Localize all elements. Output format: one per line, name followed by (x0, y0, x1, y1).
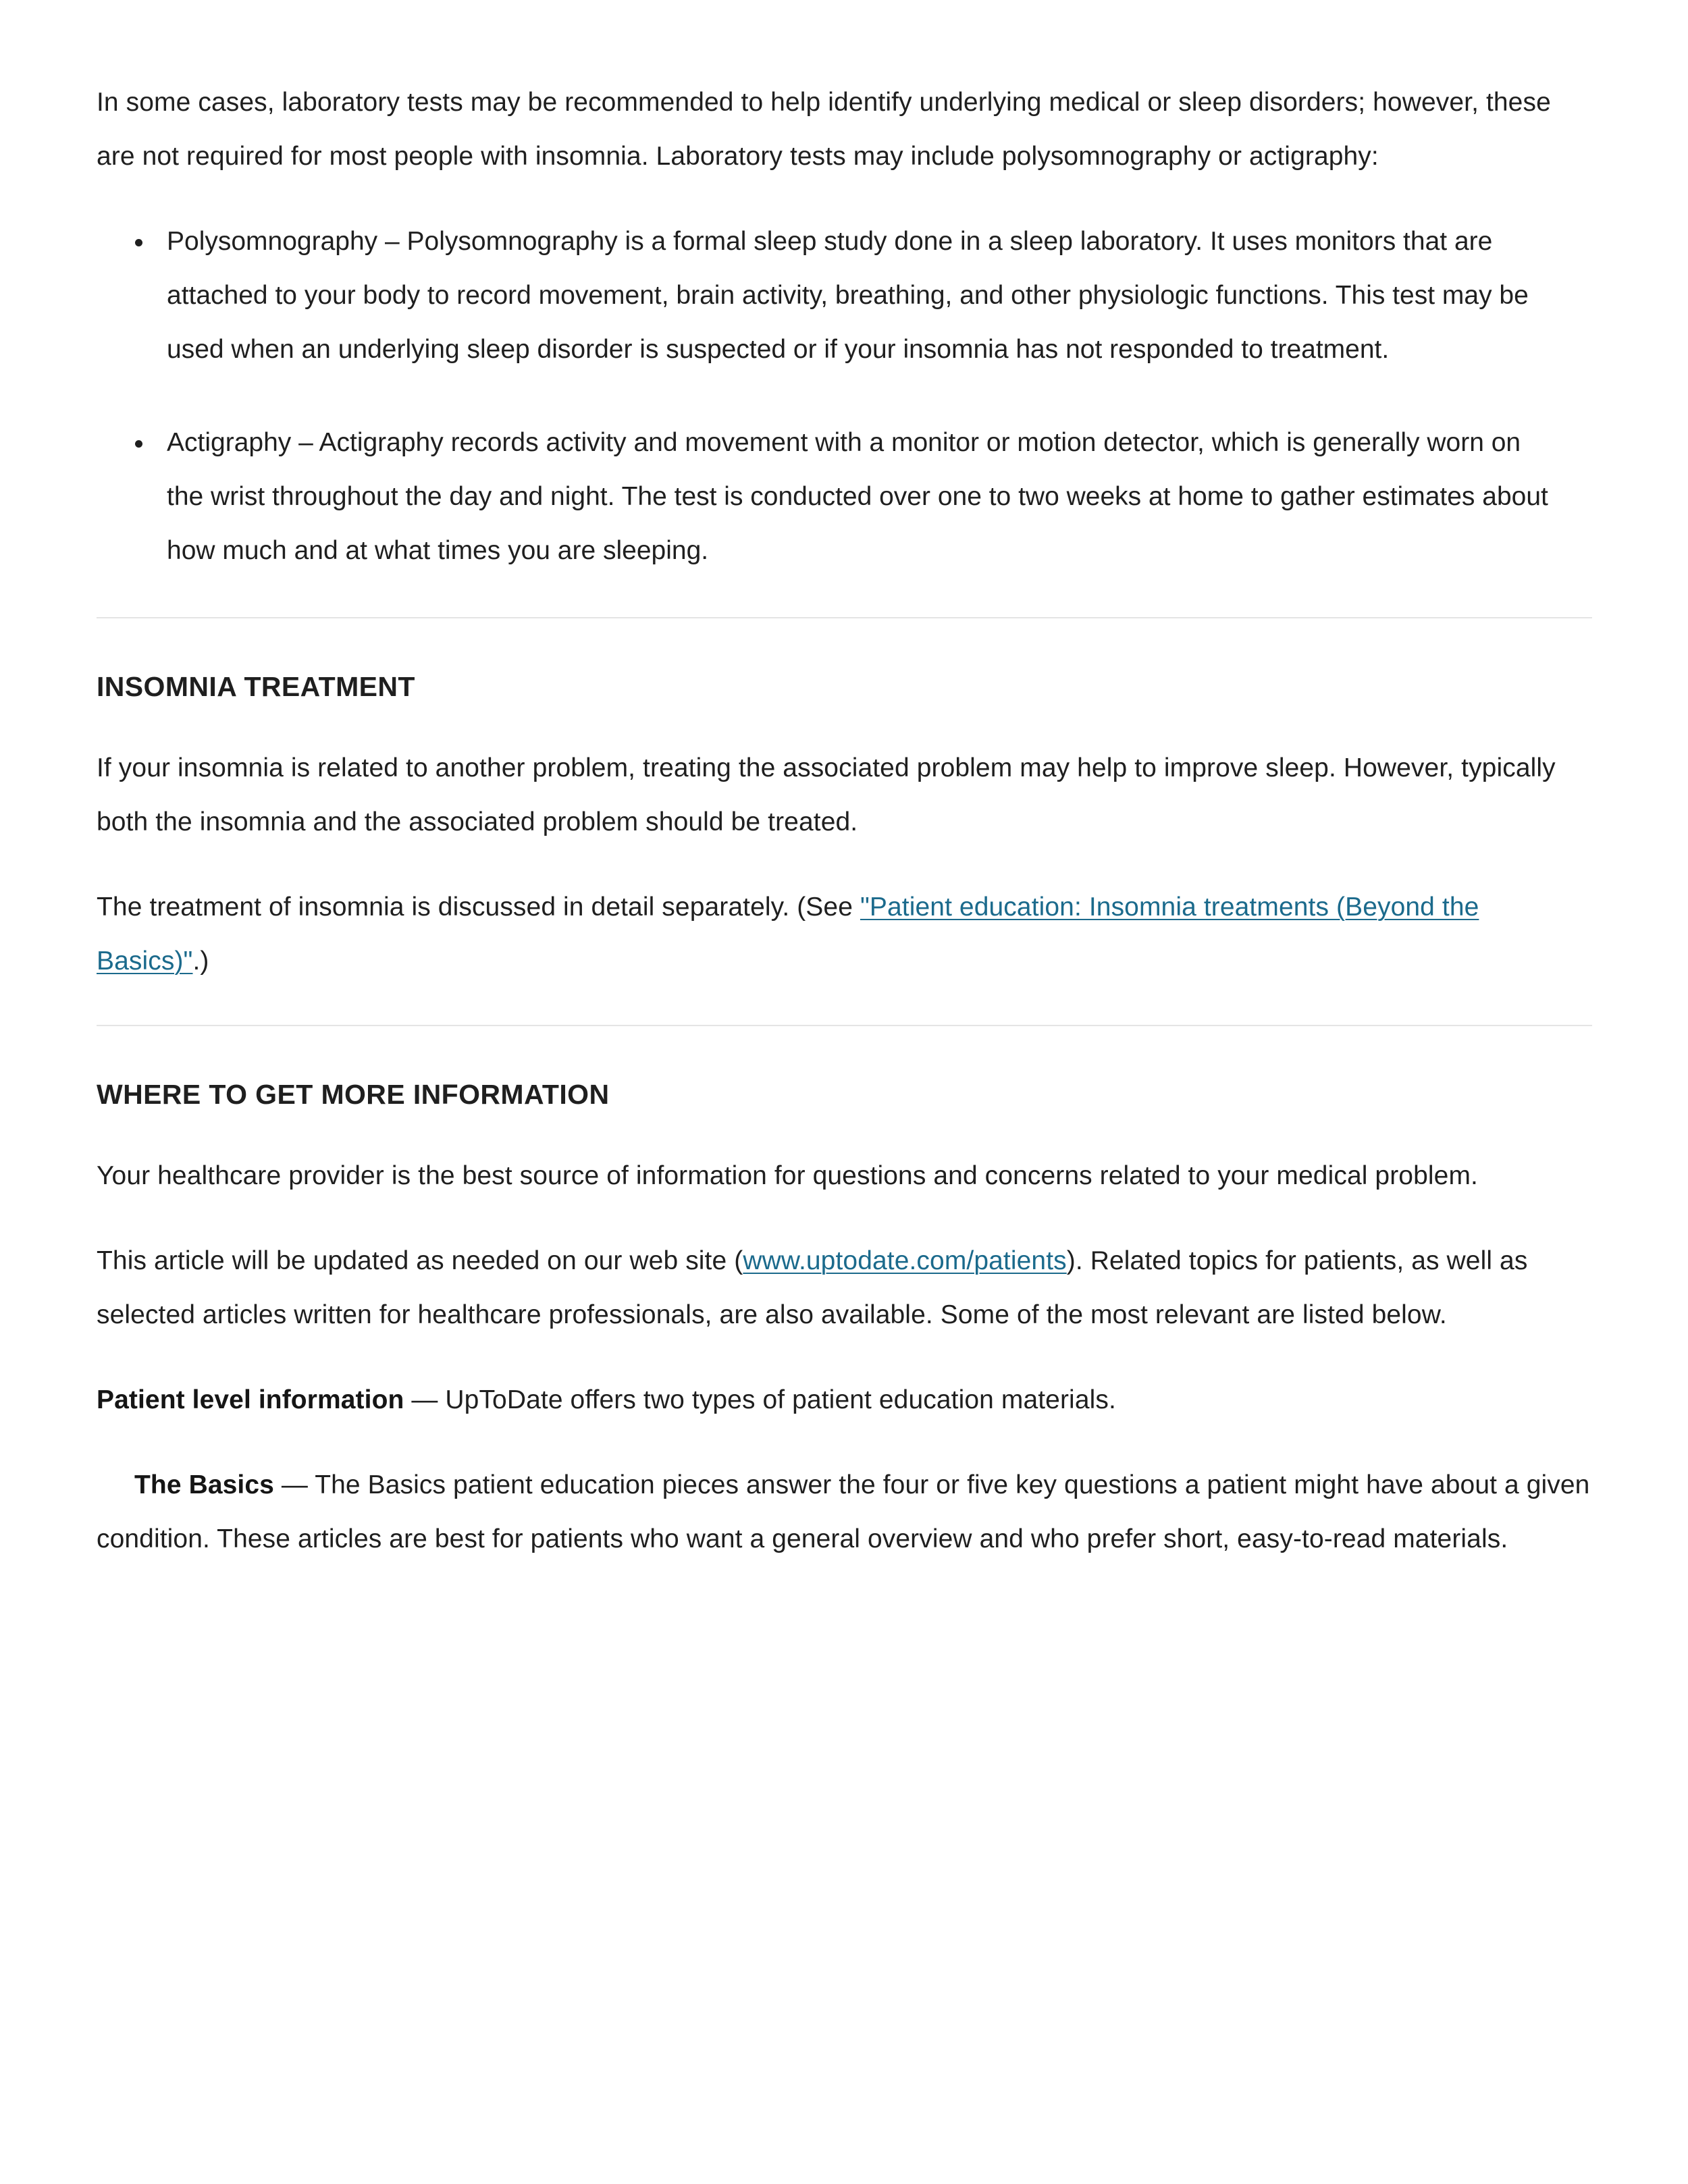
lab-tests-bullet-list (97, 215, 1592, 578)
paragraph-provider-info: Your healthcare provider is the best source of information for questions and concerns related to your medical problem. (97, 1161, 1478, 1190)
the-basics-text: — The Basics patient education pieces answer the four or five key questions a patient might have about a given condition. These articles are best for patients who want a general overview and who prefer short, easy-to-read materials. (97, 1470, 1590, 1553)
paragraph-the-basics (97, 1458, 1592, 1566)
web-update-prefix: This article will be updated as needed on our web site ( (97, 1246, 743, 1275)
paragraph-lab-tests-intro: In some cases, laboratory tests may be recommended to help identify underlying medical or sleep disorders; however, these are not required for most people with insomnia. Laboratory tests may include polysomnography or actigraphy: (97, 88, 1551, 171)
page-title-where-to-get-more-information: WHERE TO GET MORE INFORMATION (97, 1079, 610, 1110)
list-item: Actigraphy – Actigraphy records activity and movement with a monitor or motion detector, which is generally worn on the wrist throughout the day and night. The test is conducted over one to two weeks at home to gather estimates about how much and at what times you are sleeping. (97, 416, 1592, 578)
paragraph-treatment-intro: If your insomnia is related to another problem, treating the associated problem may help to improve sleep. However, typically both the insomnia and the associated problem should be treated. (97, 753, 1556, 836)
link-patient-education-insomnia-treatments[interactable]: "Patient education: Insomnia treatments (Beyond the Basics)" (97, 893, 1479, 976)
paragraph-treatment-link (97, 880, 1592, 988)
web-update-suffix: ). Related topics for patients, as well as selected articles written for healthcare professionals, are also available. Some of the most relevant are listed below. (97, 1246, 1528, 1329)
patient-level-information-text: — UpToDate offers two types of patient education materials. (404, 1385, 1116, 1414)
link-uptodate-patients[interactable]: www.uptodate.com/patients (743, 1246, 1067, 1275)
the-basics-label: The Basics (134, 1470, 274, 1499)
patient-level-information-label: Patient level information (97, 1385, 404, 1414)
article-content (97, 76, 1592, 1566)
paragraph-web-update (97, 1234, 1592, 1342)
section-divider (97, 1025, 1592, 1026)
treatment-link-suffix: .) (192, 947, 209, 976)
list-item: Polysomnography – Polysomnography is a formal sleep study done in a sleep laboratory. It uses monitors that are attached to your body to record movement, brain activity, breathing, and other physiologic functions. This test may be used when an underlying sleep disorder is suspected or if your insomnia has not responded to treatment. (97, 215, 1592, 377)
treatment-link-prefix: The treatment of insomnia is discussed in detail separately. (See (97, 893, 860, 922)
paragraph-patient-level-information (97, 1373, 1592, 1427)
section-divider (97, 617, 1592, 618)
page-title-insomnia-treatment: INSOMNIA TREATMENT (97, 671, 415, 702)
